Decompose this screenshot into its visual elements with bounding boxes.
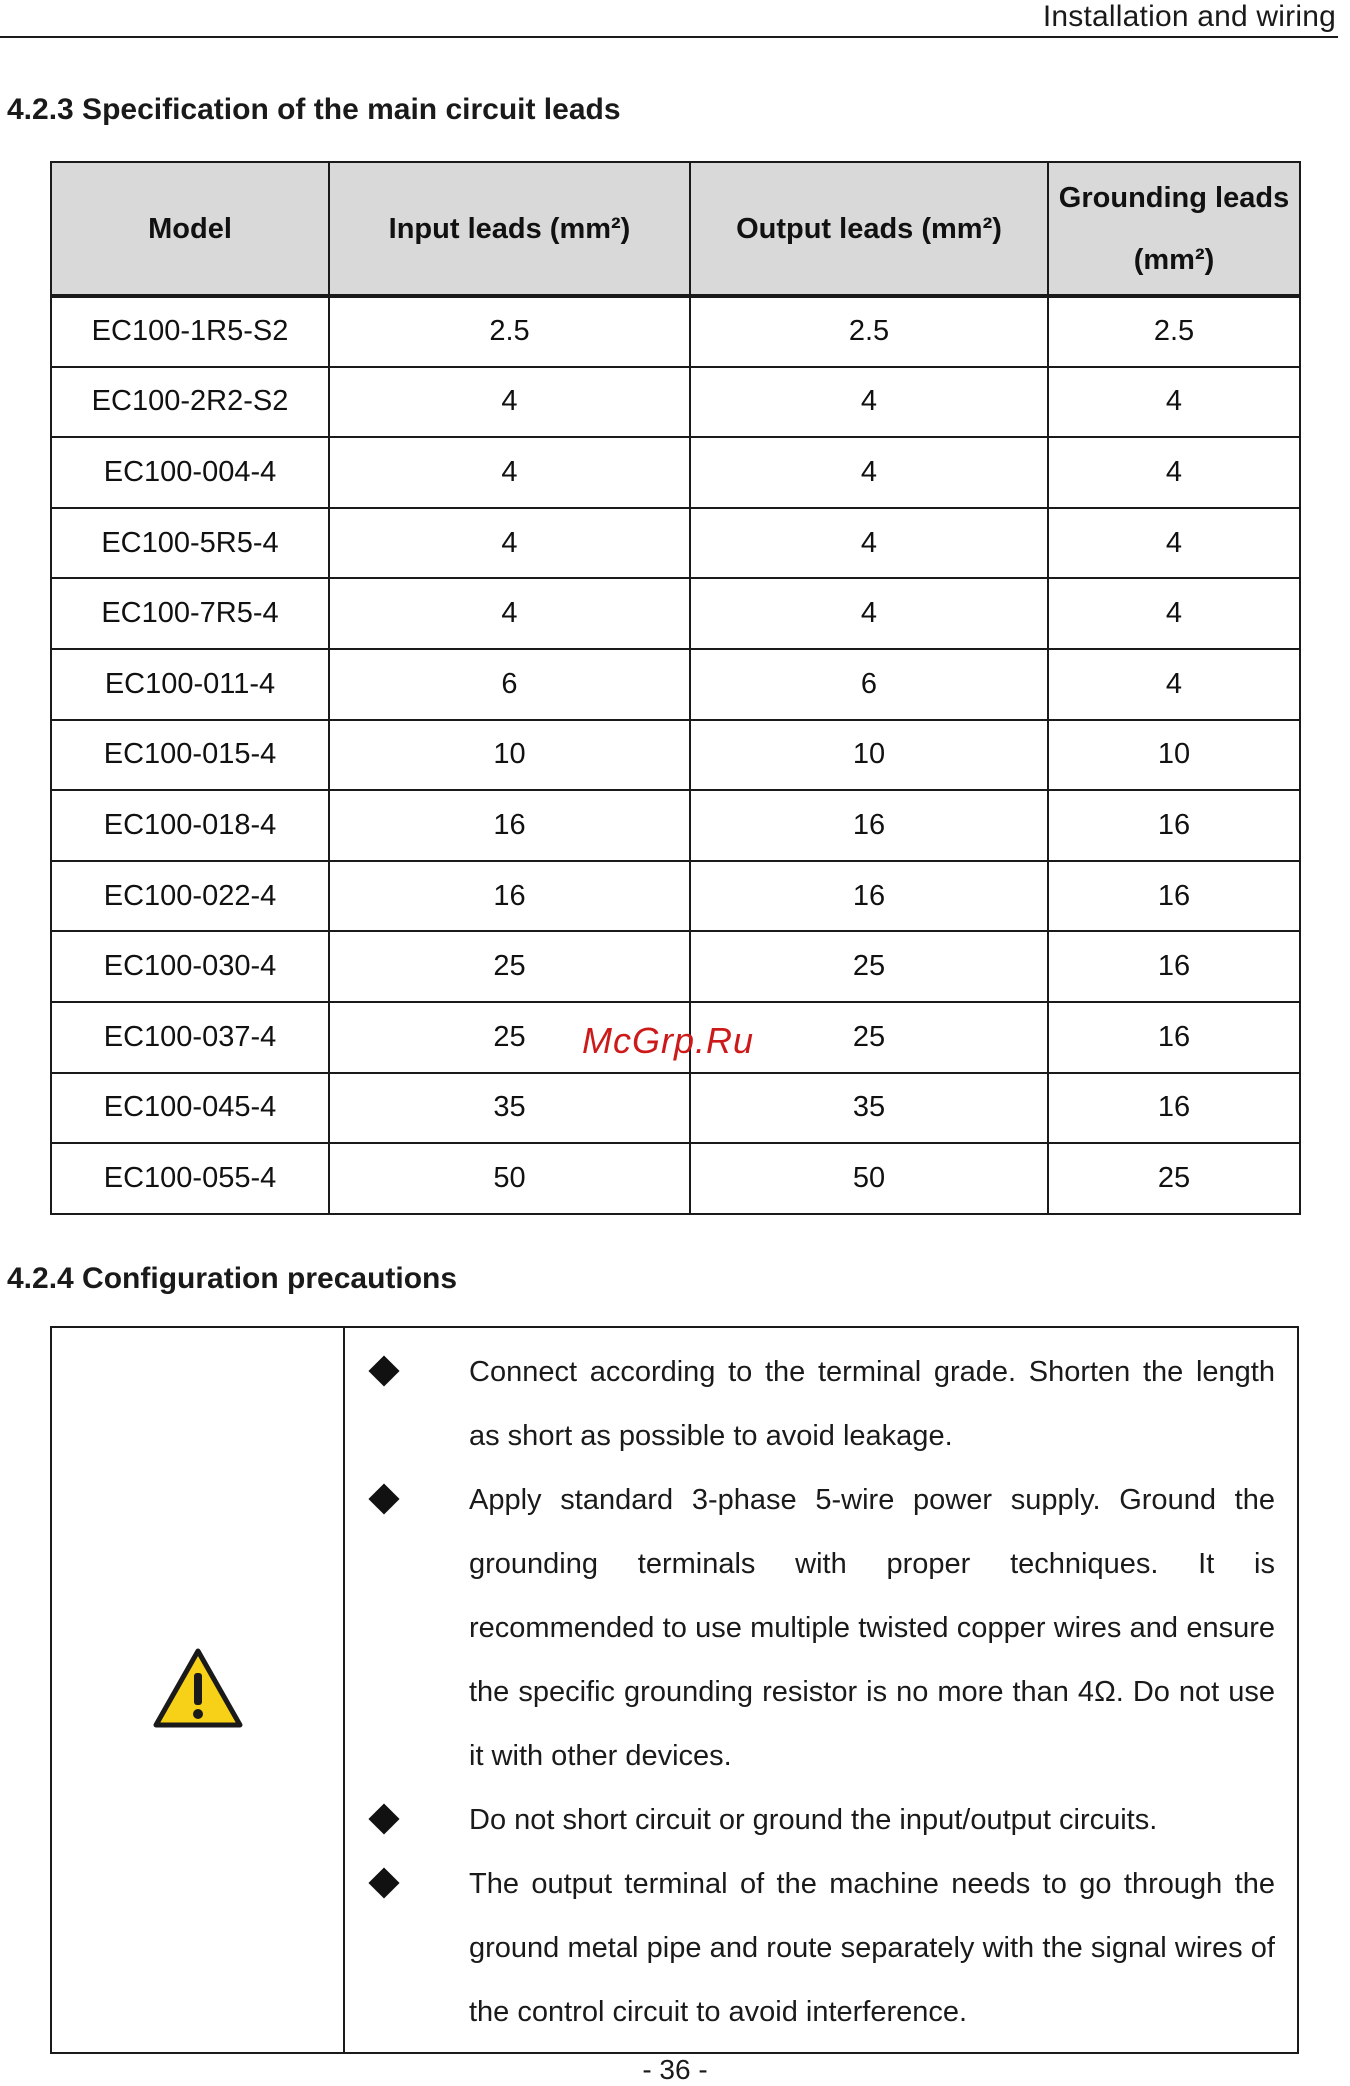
table-row [51, 649, 1300, 720]
precaution-text: Apply standard 3-phase 5-wire power supply. Ground the grounding terminals with proper techniques. It is recommended to use multiple twisted copper wires and ensure the specific grounding resistor is no more than 4Ω. Do not use it with other devices. [469, 1484, 1275, 1772]
diamond-bullet-icon [368, 1803, 399, 1834]
precautions-list-cell [344, 1327, 1298, 2053]
grounding-leads-cell: 4 [1048, 437, 1300, 508]
grounding-leads-cell: 16 [1048, 931, 1300, 1002]
input-leads-cell: 4 [329, 437, 690, 508]
output-leads-cell: 4 [690, 508, 1048, 579]
output-leads-cell: 25 [690, 931, 1048, 1002]
model-cell: EC100-037-4 [51, 1002, 329, 1073]
output-leads-cell: 16 [690, 861, 1048, 932]
table-row [51, 931, 1300, 1002]
output-leads-cell: 35 [690, 1073, 1048, 1144]
grounding-leads-cell: 16 [1048, 861, 1300, 932]
section-heading-precautions: 4.2.4 Configuration precautions [7, 1262, 458, 1295]
grounding-leads-cell: 25 [1048, 1143, 1300, 1214]
input-leads-cell: 50 [329, 1143, 690, 1214]
section-heading-lead-spec: 4.2.3 Specification of the main circuit leads [7, 93, 621, 126]
model-cell: EC100-015-4 [51, 720, 329, 791]
table-row [51, 296, 1300, 367]
input-leads-cell: 6 [329, 649, 690, 720]
list-item [367, 1468, 1275, 1788]
model-cell: EC100-2R2-S2 [51, 367, 329, 438]
output-leads-cell: 4 [690, 367, 1048, 438]
model-cell: EC100-7R5-4 [51, 578, 329, 649]
input-leads-cell: 4 [329, 578, 690, 649]
diamond-bullet-icon [368, 1867, 399, 1898]
input-leads-cell: 4 [329, 367, 690, 438]
input-leads-cell: 16 [329, 861, 690, 932]
input-leads-cell: 10 [329, 720, 690, 791]
model-cell: EC100-011-4 [51, 649, 329, 720]
lead-spec-table-body [51, 296, 1300, 1214]
output-leads-cell: 25 [690, 1002, 1048, 1073]
list-item [367, 1788, 1275, 1852]
table-row [51, 1073, 1300, 1144]
column-header-output-leads: Output leads (mm²) [690, 162, 1048, 296]
grounding-leads-cell: 4 [1048, 649, 1300, 720]
table-row [51, 720, 1300, 791]
column-header-input-leads: Input leads (mm²) [329, 162, 690, 296]
column-header-model: Model [51, 162, 329, 296]
output-leads-cell: 2.5 [690, 296, 1048, 367]
table-row [51, 1143, 1300, 1214]
model-cell: EC100-1R5-S2 [51, 296, 329, 367]
table-row [51, 437, 1300, 508]
model-cell: EC100-045-4 [51, 1073, 329, 1144]
model-cell: EC100-004-4 [51, 437, 329, 508]
grounding-leads-cell: 4 [1048, 367, 1300, 438]
precautions-list [367, 1340, 1275, 2044]
grounding-leads-cell: 10 [1048, 720, 1300, 791]
page-number: - 36 - [642, 2054, 708, 2085]
grounding-leads-cell: 2.5 [1048, 296, 1300, 367]
diamond-bullet-icon [368, 1355, 399, 1386]
grounding-leads-cell: 16 [1048, 1002, 1300, 1073]
output-leads-cell: 10 [690, 720, 1048, 791]
watermark: McGrp.Ru [582, 1020, 755, 1061]
input-leads-cell: 16 [329, 790, 690, 861]
header-rule [0, 36, 1338, 38]
grounding-leads-cell: 16 [1048, 1073, 1300, 1144]
output-leads-cell: 6 [690, 649, 1048, 720]
grounding-leads-cell: 4 [1048, 578, 1300, 649]
precaution-text: The output terminal of the machine needs to go through the ground metal pipe and route separately with the signal wires of the control circuit to avoid interference. [469, 1868, 1275, 2028]
list-item [367, 1852, 1275, 2044]
output-leads-cell: 16 [690, 790, 1048, 861]
input-leads-cell: 25 [329, 1002, 690, 1073]
precaution-text: Connect according to the terminal grade. Shorten the length as short as possible to avoid leakage. [469, 1356, 1275, 1452]
table-row [51, 367, 1300, 438]
input-leads-cell: 4 [329, 508, 690, 579]
list-item [367, 1340, 1275, 1468]
output-leads-cell: 4 [690, 437, 1048, 508]
grounding-leads-cell: 4 [1048, 508, 1300, 579]
running-header: Installation and wiring [1042, 0, 1336, 33]
grounding-leads-cell: 16 [1048, 790, 1300, 861]
model-cell: EC100-018-4 [51, 790, 329, 861]
input-leads-cell: 35 [329, 1073, 690, 1144]
input-leads-cell: 2.5 [329, 296, 690, 367]
output-leads-cell: 50 [690, 1143, 1048, 1214]
table-row [51, 790, 1300, 861]
input-leads-cell: 25 [329, 931, 690, 1002]
diamond-bullet-icon [368, 1483, 399, 1514]
precaution-text: Do not short circuit or ground the input/output circuits. [469, 1804, 1158, 1836]
table-row [51, 508, 1300, 579]
model-cell: EC100-022-4 [51, 861, 329, 932]
warning-cell [51, 1327, 344, 2053]
model-cell: EC100-055-4 [51, 1143, 329, 1214]
column-header-grounding-leads: Grounding leads (mm²) [1048, 162, 1300, 296]
model-cell: EC100-5R5-4 [51, 508, 329, 579]
precautions-box [50, 1326, 1299, 2054]
table-header-row [51, 162, 1300, 296]
model-cell: EC100-030-4 [51, 931, 329, 1002]
table-row [51, 578, 1300, 649]
output-leads-cell: 4 [690, 578, 1048, 649]
table-row [51, 861, 1300, 932]
warning-triangle-icon [152, 1647, 244, 1729]
